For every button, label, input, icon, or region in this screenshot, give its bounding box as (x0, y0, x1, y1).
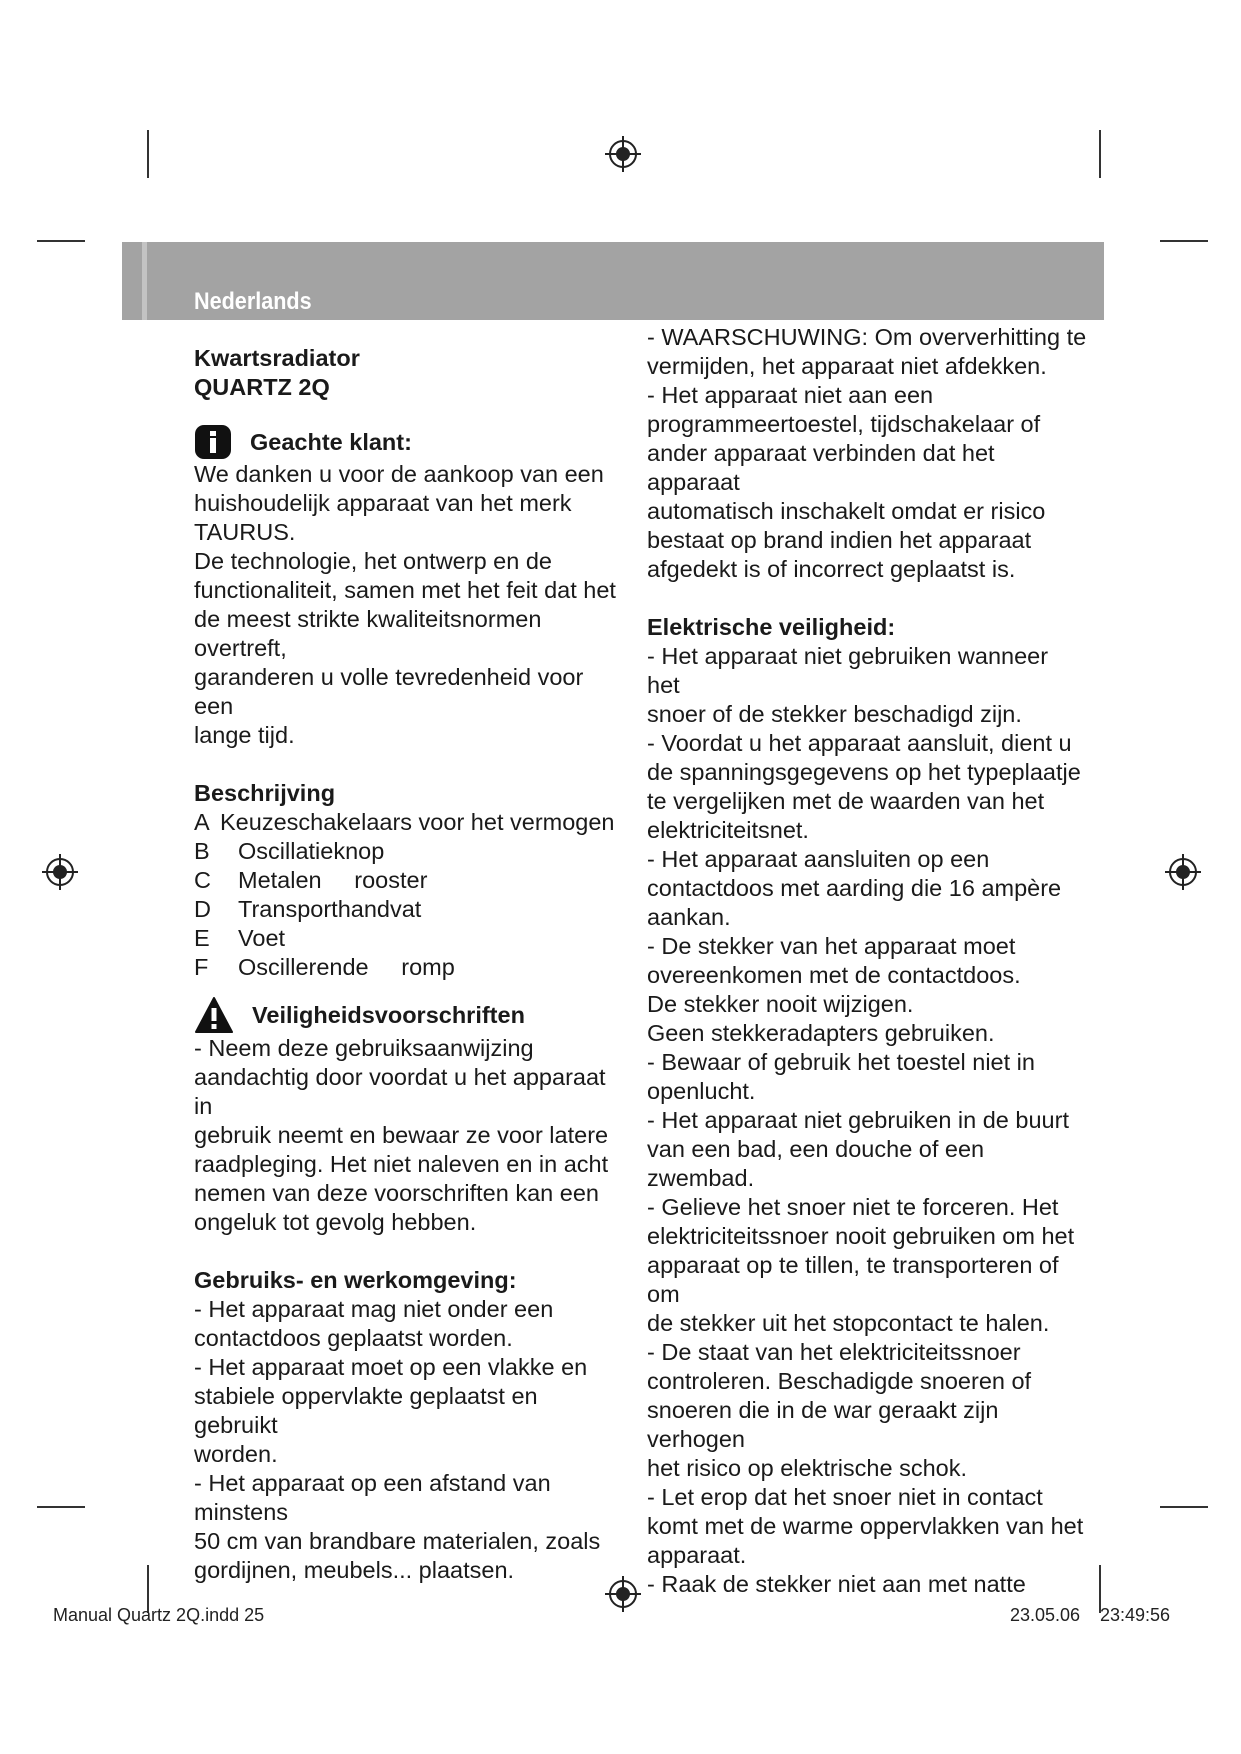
description-heading: Beschrijving (194, 780, 336, 806)
safety-heading-row (194, 996, 624, 1034)
crop-mark-top-left (147, 130, 149, 178)
crop-mark-top-right (1099, 130, 1101, 178)
warning-icon (194, 996, 234, 1034)
electric-safety-heading: Elektrische veiligheid: (647, 614, 896, 640)
footer-time: 23:49:56 (1100, 1605, 1171, 1625)
customer-heading-row (194, 424, 624, 460)
product-model: QUARTZ 2Q (194, 374, 330, 400)
registration-target-icon (1165, 854, 1201, 890)
crop-mark-left-upper (37, 240, 85, 242)
customer-text: We danken u voor de aankoop van een huishoudelijk apparaat van het merk TAURUS. De technologie, het ontwerp en de functionaliteit, samen met het feit dat het de meest strikte kwaliteitsnormen overtreft, garanderen u volle tevredenheid voor een lange tijd. (194, 461, 616, 748)
footer-date: 23.05.06 (1010, 1605, 1081, 1625)
crop-mark-left-lower (37, 1506, 85, 1508)
header-accent-strip (142, 242, 147, 320)
list-item: D Transporthandvat (194, 896, 422, 922)
registration-target-icon (42, 854, 78, 890)
product-title: Kwartsradiator (194, 345, 360, 371)
language-title: Nederlands (194, 288, 312, 315)
right-column (647, 323, 1087, 1599)
warning-text: - WAARSCHUWING: Om oververhitting te vermijden, het apparaat niet afdekken. - Het apparaat niet aan een programmeertoestel, tijdschakelaar of ander apparaat verbinden dat het apparaat automatisch inschakelt omdat er risico bestaat op brand indien het apparaat afgedekt is of incorrect geplaatst is. (647, 324, 1087, 582)
environment-text: - Het apparaat mag niet onder een contactdoos geplaatst worden. - Het apparaat moet op een vlakke en stabiele oppervlakte geplaatst en gebruikt worden. - Het apparaat op een afstand van minstens 50 cm van brandbare materialen, zoals gordijnen, meubels... plaatsen. (194, 1296, 601, 1583)
environment-heading: Gebruiks- en werkomgeving: (194, 1267, 517, 1293)
list-item: A Keuzeschakelaars voor het vermogen (194, 809, 615, 835)
footer-file-info: Manual Quartz 2Q.indd 25 (53, 1605, 265, 1625)
crop-mark-right-lower (1160, 1506, 1208, 1508)
safety-heading: Veiligheidsvoorschriften (252, 1001, 525, 1028)
crop-mark-right-upper (1160, 240, 1208, 242)
list-item: E Voet (194, 925, 286, 951)
language-header-bar (122, 242, 1104, 320)
info-icon (194, 424, 232, 460)
list-item: C Metalen rooster (194, 867, 428, 893)
safety-text: - Neem deze gebruiksaanwijzing aandachtig door voordat u het apparaat in gebruik neemt en bewaar ze voor latere raadpleging. Het niet naleven en in acht nemen van deze voorschriften kan een ongeluk tot gevolg hebben. (194, 1035, 609, 1235)
description-list (194, 808, 624, 982)
list-item: F Oscillerende romp (194, 954, 455, 980)
left-column (194, 344, 624, 1585)
electric-safety-text: - Het apparaat niet gebruiken wanneer het snoer of de stekker beschadigd zijn. - Voordat u het apparaat aansluit, dient u de spanningsgegevens op het typeplaatje te vergelijken met de waarden van het elektriciteitsnet. - Het apparaat aansluiten op een contactdoos met aarding die 16 ampère aankan. - De stekker van het apparaat moet overeenkomen met de contactdoos. De stekker nooit wijzigen. Geen stekkeradapters gebruiken. - Bewaar of gebruik het toestel niet in openlucht. - Het apparaat niet gebruiken in de buurt van een bad, een douche of een zwembad. - Gelieve het snoer niet te forceren. Het elektriciteitssnoer nooit gebruiken om het apparaat op te tillen, te transporteren of om de stekker uit het stopcontact te halen. - De staat van het elektriciteitssnoer controleren. Beschadigde snoeren of snoeren die in de war geraakt zijn verhogen het risico op elektrische schok. - Let erop dat het snoer niet in contact komt met de warme oppervlakken van het apparaat. - Raak de stekker niet aan met natte (647, 643, 1084, 1597)
list-item: B Oscillatieknop (194, 838, 385, 864)
customer-heading: Geachte klant: (250, 428, 412, 455)
registration-target-icon (605, 136, 641, 172)
